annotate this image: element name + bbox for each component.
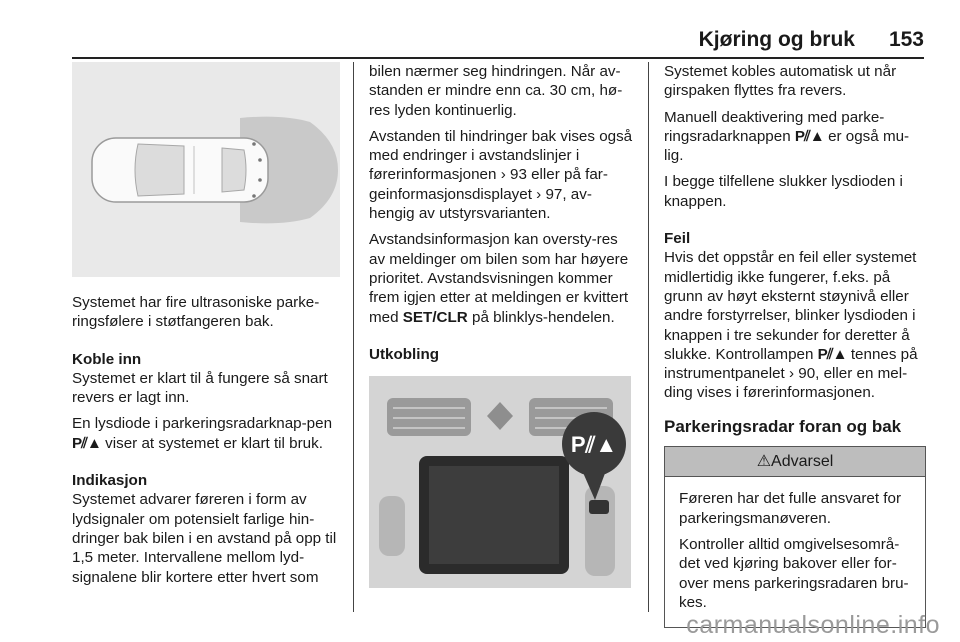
- car-sensor-illustration: [72, 62, 340, 277]
- svg-text:P⫽▲: P⫽▲: [570, 432, 618, 458]
- warning-paragraph: Kontroller alltid omgivelsesområ-det ved kjøring bakover eller for-over mens parkeringsradaren bru-kes.: [679, 535, 909, 611]
- intro-paragraph: Systemet har fire ultrasoniske parke-ringsfølere i støtfangeren bak.: [72, 294, 320, 331]
- heading-utkobling: Utkobling: [369, 345, 440, 363]
- page-header: [699, 28, 924, 52]
- page-number: 153: [888, 28, 924, 51]
- heading-koble-inn: Koble inn: [72, 350, 142, 368]
- heading-indikasjon: Indikasjon: [72, 472, 148, 490]
- indikasjon-paragraph: Systemet advarer føreren i form av lydsignaler om potensielt farlige hin-dringer bak bilen i en avstand på opp til 1,5 meter. Intervallene mellom lyd-signalene blir kortere etter hvert som: [72, 491, 337, 586]
- warning-title: Advarsel: [771, 453, 834, 471]
- page-ref-arrow-icon: ›: [500, 166, 506, 184]
- page-ref-arrow-icon: ›: [788, 365, 795, 383]
- warning-box: [664, 446, 926, 628]
- heading-parkeringsradar: Parkeringsradar foran og bak: [664, 416, 902, 436]
- auto-off-paragraph: Systemet kobles automatisk ut når girspaken flyttes fra revers.: [664, 63, 897, 100]
- column-3: [664, 62, 926, 628]
- warning-header: [665, 447, 925, 477]
- continued-paragraph: bilen nærmer seg hindringen. Når av-standen er mindre enn ca. 30 cm, hø-res lyden kontinuerlig.: [369, 63, 623, 119]
- watermark: carmanualsonline.info: [686, 611, 940, 639]
- dashboard-button-illustration: [369, 376, 631, 588]
- heading-feil: Feil: [664, 230, 691, 248]
- koble-inn-paragraph: Systemet er klart til å fungere så snart revers er lagt inn.: [72, 369, 328, 407]
- parking-sensor-icon: P⫽▲: [817, 345, 847, 363]
- distance-display-paragraph: Avstanden til hindringer bak vises også med endringer i avstandslinjer i førerinformasjonen › 93 eller på far-geinformasjonsdisplayet › 97, av-hengig av utstyrsvarianten.: [369, 127, 633, 223]
- led-off-paragraph: I begge tilfellene slukker lysdioden i knappen.: [664, 173, 903, 210]
- header-rule: [72, 57, 924, 59]
- column-2: [369, 62, 633, 588]
- warning-icon: ⚠: [756, 453, 772, 471]
- column-divider: [353, 62, 354, 612]
- column-divider: [648, 62, 649, 612]
- manual-off-paragraph: Manuell deaktivering med parke-ringsradarknappen P⫽▲ er også mu-lig.: [664, 108, 910, 165]
- parking-sensor-icon: P⫽▲: [72, 434, 101, 452]
- column-1: [72, 62, 340, 594]
- warning-body: [665, 477, 925, 627]
- warning-paragraph: Føreren har det fulle ansvaret for parkeringsmanøveren.: [679, 490, 902, 527]
- parking-sensor-icon: P⫽▲: [794, 127, 824, 145]
- led-paragraph: En lysdiode i parkeringsradarknap-pen P⫽▲ viser at systemet er klart til bruk.: [72, 415, 333, 452]
- header-title: Kjøring og bruk: [698, 28, 855, 51]
- override-paragraph: Avstandsinformasjon kan oversty-res av meldinger om bilen som har høyere prioritet. Avstandsvisningen kommer frem igjen etter at meldingen er kvittert med SET/CLR på blinklys-hendelen.: [369, 231, 629, 326]
- page-ref-arrow-icon: ›: [536, 185, 542, 203]
- fault-paragraph: Hvis det oppstår en feil eller systemet midlertidig ikke fungerer, f.eks. på grunn av høyt eksternt støynivå eller andre forstyrrelser, blinker lysdioden i knappen i tre sekunder for deretter å slukke. Kontrollampen P⫽▲ tennes på instrumentpanelet › 90, eller en mel-ding vises i førerinformasjonen.: [664, 249, 918, 402]
